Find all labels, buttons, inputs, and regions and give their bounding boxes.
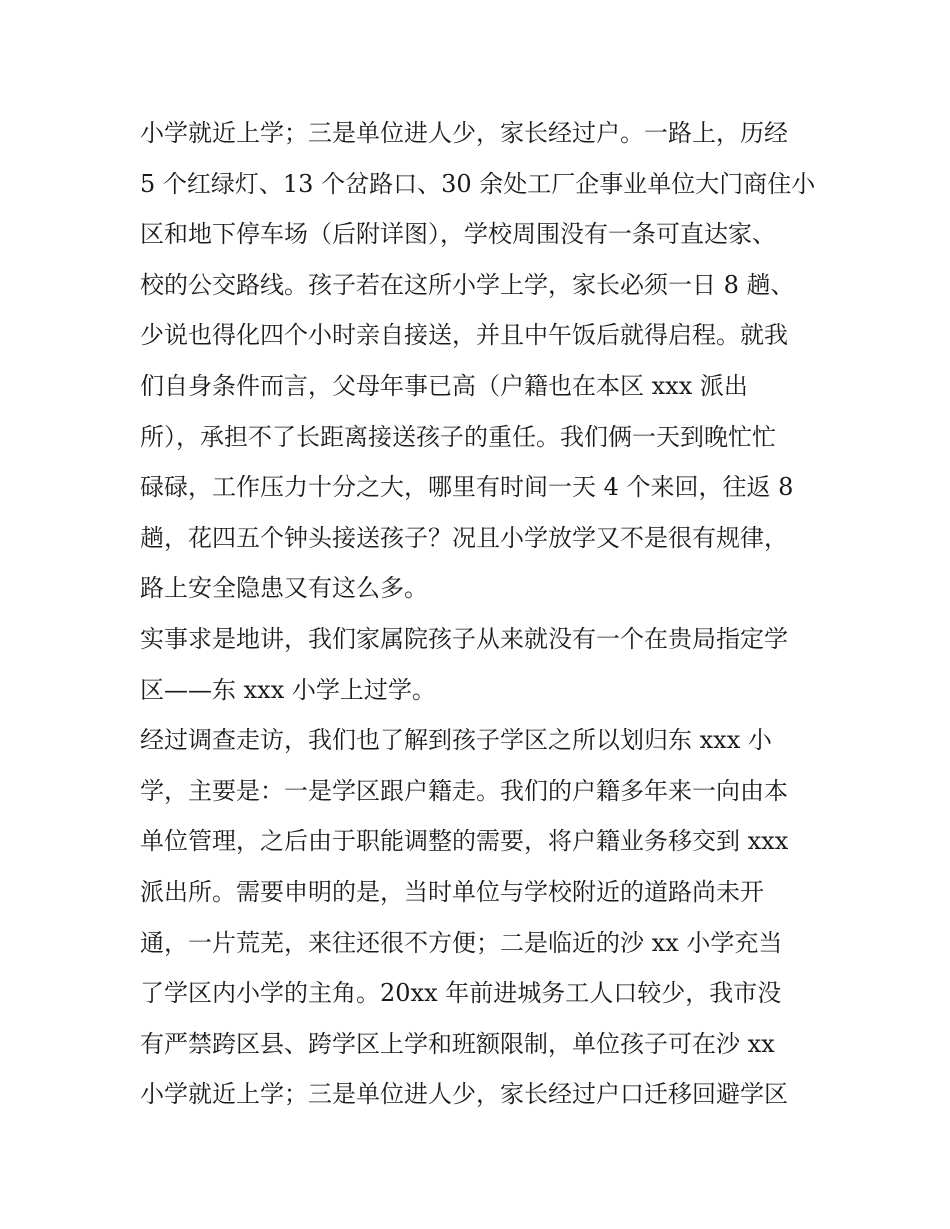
text-line: 5 个红绿灯、13 个岔路口、30 余处工厂企事业单位大门商住小 — [140, 169, 816, 198]
text-line: 碌碌，工作压力十分之大，哪里有时间一天 4 个来回，往返 8 — [140, 473, 794, 502]
text-line: 了学区内小学的主角。20xx 年前进城务工人口较少，我市没 — [140, 979, 782, 1008]
text-line: 小学就近上学；三是单位进人少，家长经过户口迁移回避学区 — [140, 1080, 788, 1109]
text-line: 学，主要是：一是学区跟户籍走。我们的户籍多年来一向由本 — [140, 776, 788, 805]
text-line: 趟，花四五个钟头接送孩子？况且小学放学又不是很有规律， — [140, 523, 788, 552]
text-line: 小学就近上学；三是单位进人少，家长经过户。一路上，历经 — [140, 119, 788, 147]
text-line: 区和地下停车场（后附详图），学校周围没有一条可直达家、 — [140, 220, 776, 249]
text-line: 少说也得化四个小时亲自接送，并且中午饭后就得启程。就我 — [140, 321, 788, 350]
body-text — [140, 108, 820, 1120]
text-line: 所），承担不了长距离接送孩子的重任。我们俩一天到晚忙忙 — [140, 422, 776, 451]
text-line: 通，一片荒芜，来往还很不方便；二是临近的沙 xx 小学充当 — [140, 928, 783, 957]
text-line: 们自身条件而言，父母年事已高（户籍也在本区 xxx 派出 — [140, 371, 748, 400]
text-line: 有严禁跨区县、跨学区上学和班额限制，单位孩子可在沙 xx — [140, 1029, 775, 1058]
text-line: 派出所。需要申明的是，当时单位与学校附近的道路尚未开 — [140, 877, 764, 906]
text-line: 单位管理，之后由于职能调整的需要，将户籍业务移交到 xxx — [140, 827, 789, 856]
text-line: 经过调查走访，我们也了解到孩子学区之所以划归东 xxx 小 — [140, 726, 772, 755]
text-line: 实事求是地讲，我们家属院孩子从来就没有一个在贵局指定学 — [140, 624, 788, 653]
text-line: 路上安全隐患又有这么多。 — [140, 574, 428, 603]
text-line: 区——东 xxx 小学上过学。 — [140, 675, 436, 704]
text-line: 校的公交路线。孩子若在这所小学上学，家长必须一日 8 趟、 — [140, 270, 795, 299]
